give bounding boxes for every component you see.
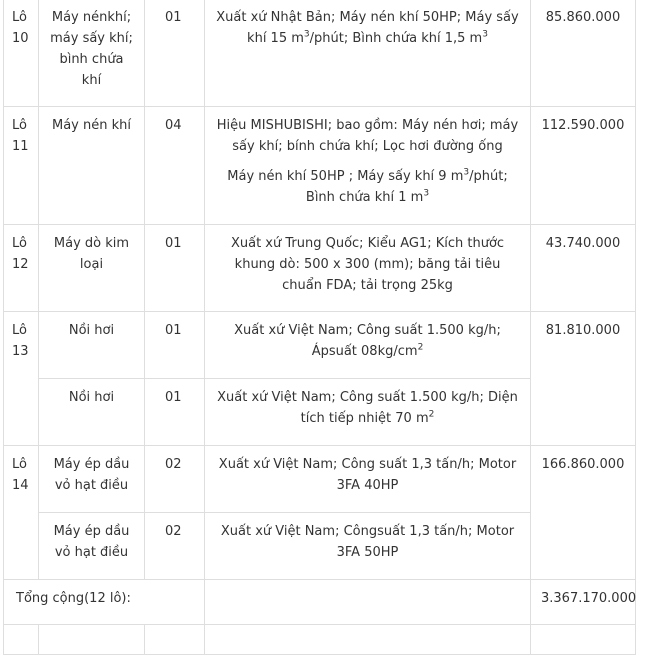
lot-number: 13 — [12, 344, 29, 359]
item-name-line: vỏ hạt điều — [54, 478, 129, 493]
empty-cell — [39, 625, 145, 655]
lot-number: 12 — [12, 257, 29, 272]
lot-number: 11 — [12, 139, 29, 154]
item-name-cell — [39, 513, 145, 580]
spec-paragraph — [215, 166, 520, 208]
quantity-cell: 02 — [145, 446, 205, 513]
lot-number: 14 — [12, 478, 29, 493]
lot-cell — [4, 312, 39, 446]
price-cell: 85.860.000 — [531, 0, 636, 107]
spec-superscript: 2 — [417, 342, 424, 353]
lot-label: Lô — [12, 118, 27, 133]
item-name-cell — [39, 446, 145, 513]
item-name-line: Máy ép dầu — [53, 524, 130, 539]
item-name-cell — [39, 225, 145, 312]
spec-cell: Xuất xứ Trung Quốc; Kiểu AG1; Kích thước khung dò: 500 x 300 (mm); băng tải tiêu chuẩn FDA; tải trọng 25kg — [205, 225, 531, 312]
quantity-cell: 01 — [145, 312, 205, 379]
spec-superscript: 2 — [428, 409, 435, 420]
item-name-line: Máy dò kim — [53, 236, 130, 251]
total-label: Tổng cộng(12 lô): — [4, 580, 205, 625]
spec-superscript: 3 — [303, 29, 310, 40]
item-name-line: Máy ép dầu — [53, 457, 130, 472]
spec-cell — [205, 379, 531, 446]
equipment-table — [3, 0, 636, 655]
spec-cell — [205, 312, 531, 379]
total-row — [4, 580, 636, 625]
item-name-cell: Máy nén khí — [39, 107, 145, 225]
spec-text: /phút; Bình chứa khí 1 m — [305, 169, 508, 205]
item-name-cell — [39, 0, 145, 107]
empty-cell — [531, 625, 636, 655]
lot-label: Lô — [12, 457, 27, 472]
spec-superscript: 3 — [482, 29, 488, 40]
table-row — [4, 0, 636, 107]
quantity-cell: 02 — [145, 513, 205, 580]
lot-label: Lô — [12, 323, 27, 338]
lot-cell — [4, 0, 39, 107]
table-row — [4, 225, 636, 312]
quantity-cell: 01 — [145, 379, 205, 446]
table-row — [4, 625, 636, 655]
spec-text: Xuất xứ Nhật Bản; Máy nén khí 50HP; Máy sấy khí 15 m — [216, 10, 519, 46]
item-name-line: Máy nénkhí; — [51, 10, 132, 25]
table-row — [4, 312, 636, 379]
spec-cell — [205, 107, 531, 225]
item-name-line: khí — [81, 73, 102, 88]
item-name-cell: Nồi hơi — [39, 379, 145, 446]
lot-label: Lô — [12, 10, 27, 25]
item-name-line: bình chứa — [59, 52, 124, 67]
table-row — [4, 107, 636, 225]
lot-label: Lô — [12, 236, 27, 251]
empty-cell — [4, 625, 39, 655]
quantity-cell: 01 — [145, 0, 205, 107]
item-name-line: loại — [79, 257, 104, 272]
lot-number: 10 — [12, 31, 29, 46]
lot-cell — [4, 446, 39, 580]
spec-cell — [205, 0, 531, 107]
total-value: 3.367.170.000 — [531, 580, 636, 625]
spec-superscript: 3 — [423, 188, 430, 199]
total-spacer-cell — [205, 580, 531, 625]
spec-cell: Xuất xứ Việt Nam; Côngsuất 1,3 tấn/h; Motor 3FA 50HP — [205, 513, 531, 580]
empty-cell — [145, 625, 205, 655]
price-cell: 81.810.000 — [531, 312, 636, 446]
spec-superscript: 3 — [463, 167, 470, 178]
table-row — [4, 446, 636, 513]
spec-cell: Xuất xứ Việt Nam; Công suất 1,3 tấn/h; Motor 3FA 40HP — [205, 446, 531, 513]
item-name-cell: Nồi hơi — [39, 312, 145, 379]
spec-text: Xuất xứ Việt Nam; Công suất 1.500 kg/h; Ápsuất 08kg/cm — [234, 323, 501, 359]
lot-cell — [4, 225, 39, 312]
spec-text: Xuất xứ Việt Nam; Công suất 1.500 kg/h; Diện tích tiếp nhiệt 70 m — [217, 390, 518, 426]
price-cell: 43.740.000 — [531, 225, 636, 312]
empty-cell — [205, 625, 531, 655]
price-cell: 112.590.000 — [531, 107, 636, 225]
item-name-line: vỏ hạt điều — [54, 545, 129, 560]
spec-text: /phút; Bình chứa khí 1,5 m — [309, 31, 483, 46]
quantity-cell: 04 — [145, 107, 205, 225]
item-name-line: máy sấy khí; — [50, 31, 133, 46]
spec-text: Máy nén khí 50HP ; Máy sấy khí 9 m — [227, 169, 464, 184]
spec-paragraph: Hiệu MISHUBISHI; bao gồm: Máy nén hơi; máy sấy khí; bính chứa khí; Lọc hơi đường ống — [216, 118, 519, 154]
quantity-cell: 01 — [145, 225, 205, 312]
price-cell: 166.860.000 — [531, 446, 636, 580]
lot-cell — [4, 107, 39, 225]
